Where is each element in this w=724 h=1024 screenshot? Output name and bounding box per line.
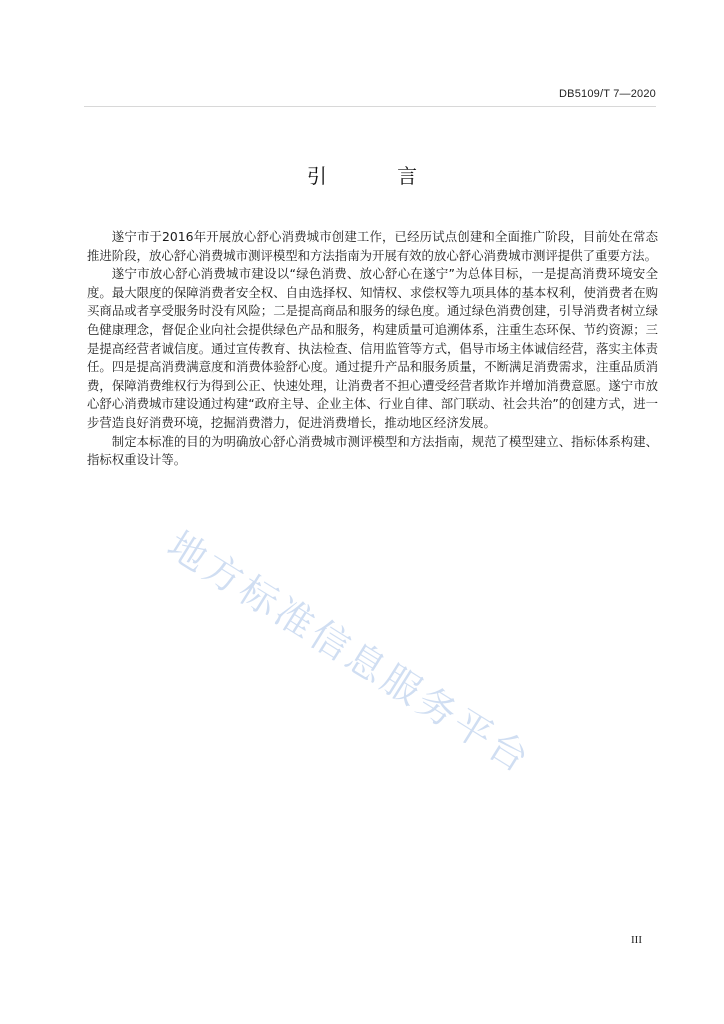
paragraph-3: 制定本标准的目的为明确放心舒心消费城市测评模型和方法指南，规范了模型建立、指标体系构建、指标权重设计等。: [87, 433, 658, 468]
page-number: III: [631, 934, 642, 946]
paragraph-2: 遂宁市放心舒心消费城市建设以“绿色消费、放心舒心在遂宁”为总体目标，一是提高消费环境安全度。最大限度的保障消费者安全权、自由选择权、知情权、求偿权等九项具体的基本权利，使消费者在购买商品或者享受服务时没有风险；二是提高商品和服务的绿色度。通过绿色消费创建，引导消费者树立绿色健康理念，督促企业向社会提供绿色产品和服务，构建质量可追溯体系，注重生态环保、节约资源；三是提高经营者诚信度。通过宣传教育、执法检查、信用监管等方式，倡导市场主体诚信经营，落实主体责任。四是提高消费满意度和消费体验舒心度。通过提升产品和服务质量，不断满足消费需求，注重品质消费，保障消费维权行为得到公正、快速处理，让消费者不担心遭受经营者欺诈并增加消费意愿。遂宁市放心舒心消费城市建设通过构建“政府主导、企业主体、行业自律、部门联动、社会共治”的创建方式，进一步营造良好消费环境，挖掘消费潜力，促进消费增长，推动地区经济发展。: [87, 266, 658, 430]
watermark-text: 地方标准信息服务平台: [159, 522, 540, 783]
header-divider: [84, 106, 656, 107]
paragraph-1: 遂宁市于2016年开展放心舒心消费城市创建工作，已经历试点创建和全面推广阶段，目前处在常态推进阶段，放心舒心消费城市测评模型和方法指南为开展有效的放心舒心消费城市测评提供了重要方法。: [87, 229, 658, 263]
section-title: 引 言: [306, 164, 450, 188]
document-code: DB5109/T 7—2020: [559, 88, 656, 100]
introduction-body: [87, 228, 658, 470]
